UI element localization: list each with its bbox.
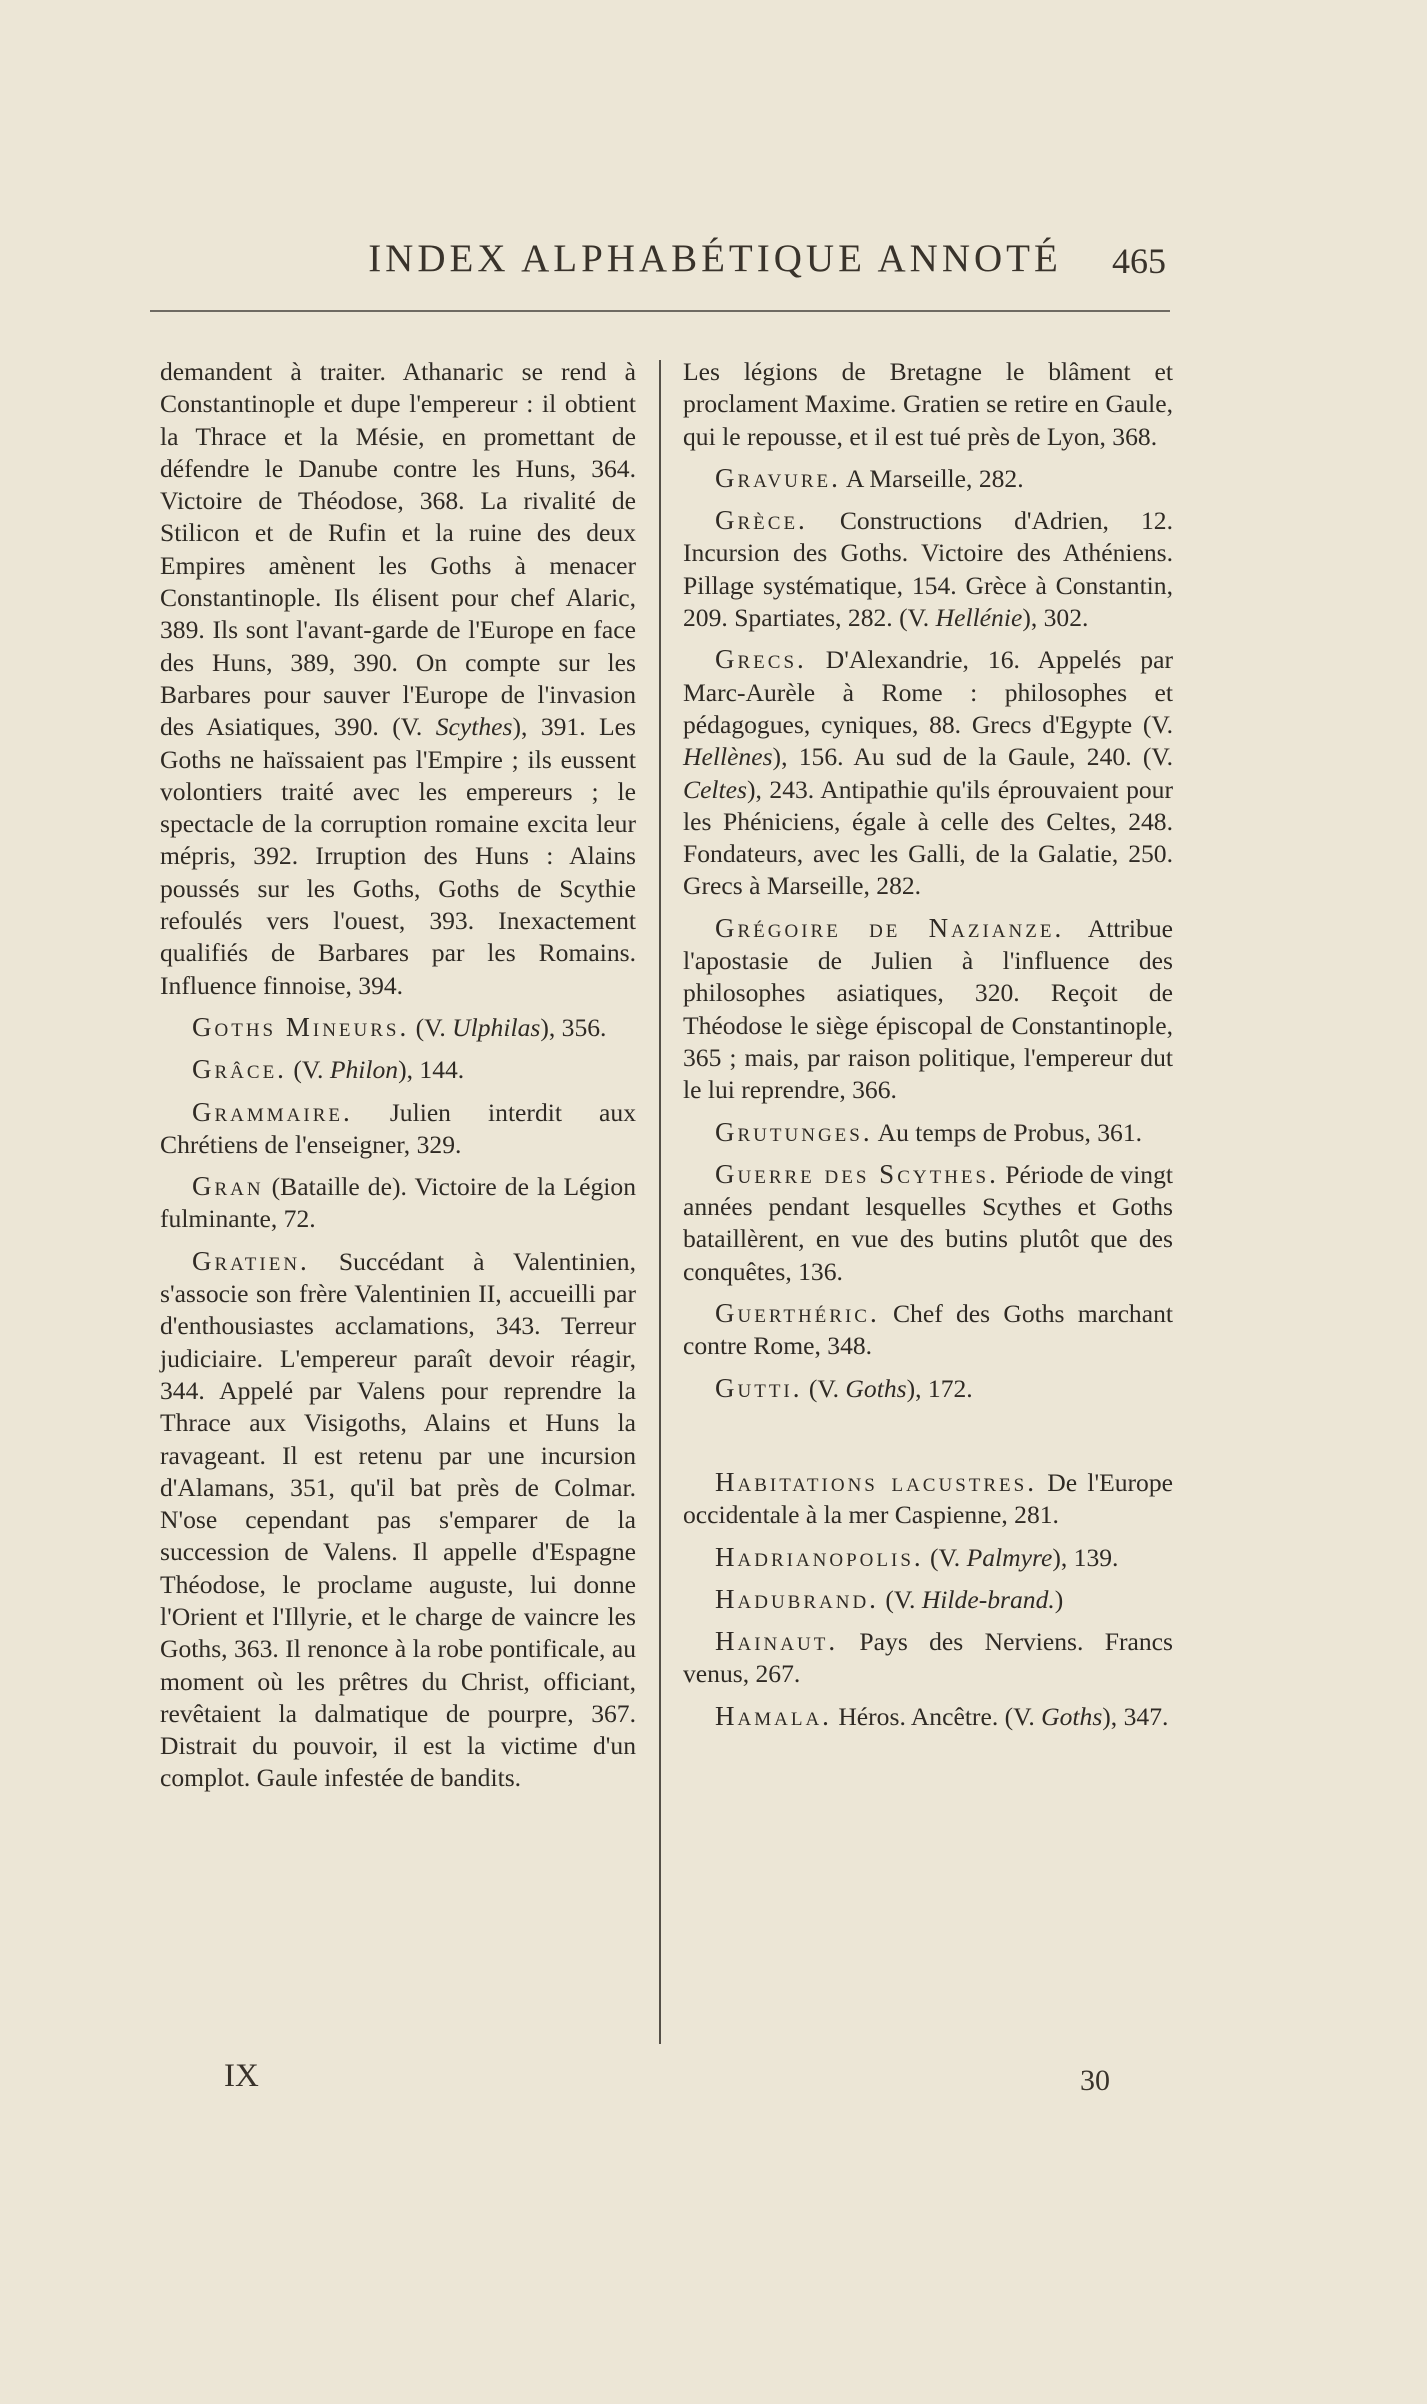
entry-gregoire bbox=[683, 912, 1173, 1107]
headword: Grèce. bbox=[715, 505, 808, 536]
headword: Hadubrand. bbox=[715, 1583, 879, 1614]
headword: Habitations lacustres. bbox=[715, 1466, 1037, 1497]
headword: Goths Mineurs. bbox=[192, 1011, 410, 1042]
entry-text: De l'Europe occidentale à la mer Caspienne, 281. bbox=[683, 1467, 1173, 1530]
entry-text: Succédant à Valentinien, s'associe son frère Valentinien II, accueilli par d'enthousiastes acclamations, 343. Terreur judiciaire. L'empereur paraît devoir réagir, 344. Appelé par Valens pour reprendre la Thrace aux Visigoths, Alains et Huns la ravageant. Il est retenu par une incursion d'Alamans, 351, qu'il bat près de Colmar. N'ose cependant pas s'emparer de la succession de Valens. Il appelle d'Espagne Théodose, le proclame auguste, lui donne l'Orient et l'Illyrie, et le charge de vaincre les Goths, 363. Il renonce à la robe pontificale, au moment où les prêtres du Christ, officiant, revêtaient la dalmatique de pourpre, 367. Distrait du pouvoir, il est la victime d'un complot. Gaule infestée de bandits. bbox=[160, 1246, 636, 1793]
entry-grutunges bbox=[683, 1116, 1173, 1149]
entry-text: ), 144. bbox=[398, 1055, 465, 1085]
entry-gutti bbox=[683, 1372, 1173, 1405]
entry-text: (Bataille de). Victoire de la Légion fulminante, 72. bbox=[160, 1172, 636, 1234]
header-rule bbox=[150, 310, 1170, 312]
entry-text: ), 243. Antipathie qu'ils éprouvaient pour les Phéniciens, égale à celle des Celtes, 248. Fondateurs, avec les Galli, de la Galatie, 250. Grecs à Marseille, 282. bbox=[683, 774, 1173, 901]
cross-reference: Hilde-brand. bbox=[921, 1584, 1055, 1614]
entry-text: ), 347. bbox=[1102, 1701, 1169, 1731]
entry-goths-continuation bbox=[160, 356, 636, 1002]
entry-text: D'Alexandrie, 16. Appelés par Marc-Aurèle à Rome : philosophes et pédagogues, cyniques, 88. Grecs d'Egypte (V. bbox=[683, 645, 1173, 739]
cross-reference: Goths bbox=[845, 1373, 907, 1403]
entry-text: ), 356. bbox=[540, 1012, 607, 1042]
entry-text: (V. bbox=[286, 1055, 330, 1085]
entry-gravure bbox=[683, 462, 1173, 495]
entry-grammaire bbox=[160, 1096, 636, 1162]
cross-reference: Celtes bbox=[683, 774, 747, 804]
entry-text: ), 156. Au sud de la Gaule, 240. (V. bbox=[772, 742, 1173, 772]
column-divider bbox=[659, 360, 661, 2044]
entry-habitations-lacustres bbox=[683, 1466, 1173, 1532]
headword: Gutti. bbox=[715, 1372, 803, 1403]
entry-guerre-des-scythes bbox=[683, 1158, 1173, 1288]
entry-text: Période de vingt années pendant lesquelles Scythes et Goths bataillèrent, en vue des butins plutôt que des conquêtes, 136. bbox=[683, 1159, 1173, 1286]
entry-text: demandent à traiter. Athanaric se rend à Constantinople et dupe l'empereur : il obtient la Thrace et la Mésie, en promettant de défendre le Danube contre les Huns, 364. Victoire de Théodose, 368. La rivalité de Stilicon et de Rufin et la ruine des deux Empires amènent les Goths à menacer Constantinople. Ils élisent pour chef Alaric, 389. Ils sont l'avant-garde de l'Europe en face des Huns, 389, 390. On compte sur les Barbares pour sauver l'Europe de l'invasion des Asiatiques, 390. (V. bbox=[160, 357, 636, 742]
headword: Hainaut. bbox=[715, 1626, 839, 1657]
entry-text: Pays des Nerviens. Francs venus, 267. bbox=[683, 1627, 1173, 1689]
entry-hamala bbox=[683, 1700, 1173, 1733]
headword: Gran bbox=[192, 1171, 264, 1202]
right-column bbox=[683, 356, 1173, 1742]
headword: Grammaire. bbox=[192, 1096, 353, 1127]
entry-text: Au temps de Probus, 361. bbox=[872, 1117, 1143, 1147]
left-column bbox=[160, 356, 636, 1804]
entry-hadubrand bbox=[683, 1583, 1173, 1616]
running-header: INDEX ALPHABÉTIQUE ANNOTÉ bbox=[368, 237, 1062, 280]
entry-gratien bbox=[160, 1245, 636, 1795]
cross-reference: Hellénie bbox=[935, 603, 1023, 633]
entry-text: Les légions de Bretagne le blâment et proclament Maxime. Gratien se retire en Gaule, qui le repousse, et il est tué près de Lyon, 368. bbox=[683, 357, 1173, 451]
entry-text: Chef des Goths marchant contre Rome, 348. bbox=[683, 1299, 1173, 1361]
headword: Hadrianopolis. bbox=[715, 1541, 924, 1572]
cross-reference: Scythes bbox=[435, 712, 513, 742]
cross-reference: Philon bbox=[329, 1055, 399, 1085]
entry-text: ), 391. Les Goths ne haïssaient pas l'Empire ; ils eussent volontiers traité avec les empereurs ; le spectacle de la corruption romaine excita leur mépris, 392. Irruption des Huns : Alains poussés sur les Goths, Goths de Scythie refoulés vers l'ouest, 393. Inexactement qualifiés de Barbares par les Romains. Influence finnoise, 394. bbox=[160, 712, 636, 1000]
cross-reference: Ulphilas bbox=[452, 1012, 541, 1042]
entry-text: A Marseille, 282. bbox=[840, 463, 1024, 493]
headword: Hamala. bbox=[715, 1700, 832, 1731]
letter-section-gap bbox=[683, 1414, 1173, 1466]
entry-text: (V. bbox=[923, 1542, 967, 1572]
headword: Guerre des Scythes. bbox=[715, 1158, 999, 1189]
entry-text: (V. bbox=[802, 1373, 846, 1403]
headword: Grégoire de Nazianze. bbox=[715, 912, 1065, 943]
entry-text: Attribue l'apostasie de Julien à l'influence des philosophes asiatiques, 320. Reçoit de Théodose le siège épiscopal de Constantinople, 365 ; mais, par raison politique, l'empereur dut le lui reprendre, 366. bbox=[683, 913, 1173, 1105]
cross-reference: Hellènes bbox=[683, 742, 773, 772]
sheet-number: 30 bbox=[1080, 2064, 1110, 2097]
entry-grece bbox=[683, 504, 1173, 634]
signature-mark: IX bbox=[224, 2058, 259, 2094]
entry-grecs bbox=[683, 643, 1173, 902]
entry-hainaut bbox=[683, 1625, 1173, 1691]
entry-text: Héros. Ancêtre. (V. bbox=[831, 1701, 1042, 1731]
entry-text: Constructions d'Adrien, 12. Incursion des Goths. Victoire des Athéniens. Pillage systématique, 154. Grèce à Constantin, 209. Spartiates, 282. (V. bbox=[683, 506, 1173, 633]
entry-grace bbox=[160, 1053, 636, 1086]
headword: Guerthéric. bbox=[715, 1298, 880, 1329]
entry-text: ), 172. bbox=[906, 1373, 973, 1403]
entry-hadrianopolis bbox=[683, 1541, 1173, 1574]
entry-gratien-continuation bbox=[683, 356, 1173, 453]
entry-text: (V. bbox=[878, 1584, 922, 1614]
headword: Grecs. bbox=[715, 644, 807, 675]
headword: Gravure. bbox=[715, 462, 841, 493]
entry-text: Julien interdit aux Chrétiens de l'enseigner, 329. bbox=[160, 1097, 636, 1159]
entry-text: (V. bbox=[409, 1012, 453, 1042]
entry-goths-mineurs bbox=[160, 1011, 636, 1044]
cross-reference: Palmyre bbox=[966, 1542, 1053, 1572]
headword: Grâce. bbox=[192, 1054, 287, 1085]
entry-text: ), 302. bbox=[1022, 603, 1089, 633]
cross-reference: Goths bbox=[1041, 1701, 1103, 1731]
headword: Grutunges. bbox=[715, 1116, 873, 1147]
page-number: 465 bbox=[1112, 241, 1166, 281]
entry-text: ) bbox=[1054, 1584, 1064, 1614]
headword: Gratien. bbox=[192, 1245, 310, 1276]
entry-text: ), 139. bbox=[1052, 1542, 1119, 1572]
entry-guertheric bbox=[683, 1297, 1173, 1363]
entry-gran bbox=[160, 1170, 636, 1236]
